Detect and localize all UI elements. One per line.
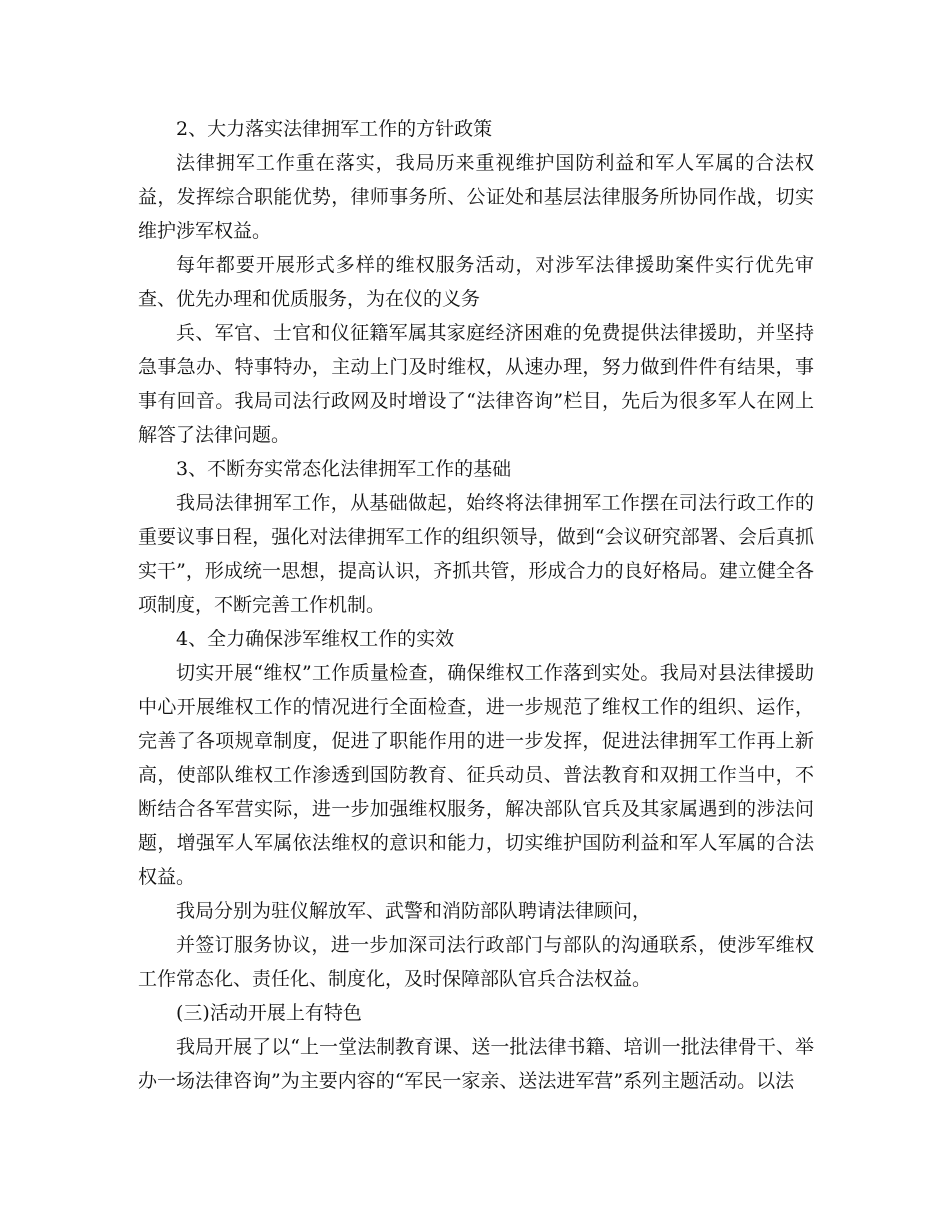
- paragraph: 我局法律拥军工作，从基础做起，始终将法律拥军工作摆在司法行政工作的重要议事日程，强化对法律拥军工作的组织领导，做到“会议研究部署、会后真抓实干”，形成统一思想，提高认识，齐抓共管，形成合力的良好格局。建立健全各项制度，不断完善工作机制。: [138, 492, 814, 616]
- paragraph: 法律拥军工作重在落实，我局历来重视维护国防利益和军人军属的合法权益，发挥综合职能优势，律师事务所、公证处和基层法律服务所协同作战，切实维护涉军权益。: [138, 152, 814, 242]
- section-heading-4: 4、全力确保涉军维权工作的实效: [176, 628, 455, 650]
- paragraph: 并签订服务协议，进一步加深司法行政部门与部队的沟通联系，使涉军维权工作常态化、责任化、制度化，及时保障部队官兵合法权益。: [138, 934, 814, 990]
- section-heading-2: 2、大力落实法律拥军工作的方针政策: [176, 118, 493, 140]
- paragraph: 兵、军官、士官和仪征籍军属其家庭经济困难的免费提供法律援助，并坚持急事急办、特事特办，主动上门及时维权，从速办理，努力做到件件有结果，事事有回音。我局司法行政网及时增设了“法律咨询”栏目，先后为很多军人在网上解答了法律问题。: [138, 322, 814, 446]
- paragraph: 切实开展“维权”工作质量检查，确保维权工作落到实处。我局对县法律援助中心开展维权工作的情况进行全面检查，进一步规范了维权工作的组织、运作，完善了各项规章制度，促进了职能作用的进一步发挥，促进法律拥军工作再上新高，使部队维权工作渗透到国防教育、征兵动员、普法教育和双拥工作当中，不断结合各军营实际，进一步加强维权服务，解决部队官兵及其家属遇到的涉法问题，增强军人军属依法维权的意识和能力，切实维护国防利益和军人军属的合法权益。: [138, 662, 814, 888]
- document-body: [138, 112, 814, 1098]
- paragraph: 我局开展了以“上一堂法制教育课、送一批法律书籍、培训一批法律骨干、举办一场法律咨询”为主要内容的“军民一家亲、送法进军营”系列主题活动。以法: [138, 1036, 814, 1092]
- paragraph: 每年都要开展形式多样的维权服务活动，对涉军法律援助案件实行优先审查、优先办理和优质服务，为在仪的义务: [138, 254, 814, 310]
- section-heading-3: 3、不断夯实常态化法律拥军工作的基础: [176, 458, 512, 480]
- section-heading-three: (三)活动开展上有特色: [176, 1002, 362, 1024]
- paragraph: 我局分别为驻仪解放军、武警和消防部队聘请法律顾问，: [176, 900, 652, 922]
